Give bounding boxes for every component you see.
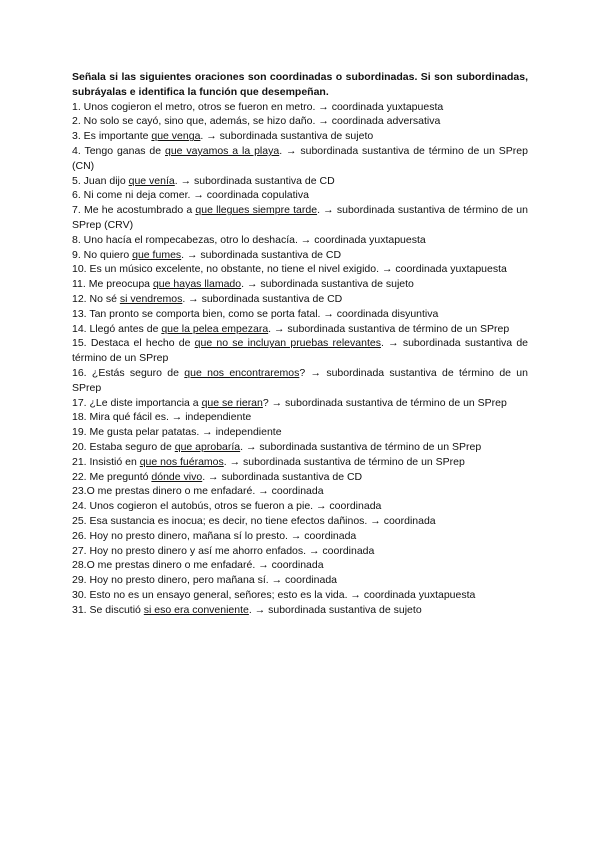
underlined-clause: que vayamos a la playa bbox=[165, 144, 280, 157]
sentence-item bbox=[72, 129, 528, 144]
answer-text: → coordinada bbox=[306, 544, 375, 557]
sentence-item bbox=[72, 188, 528, 203]
underlined-clause: que se rieran bbox=[201, 396, 263, 409]
sentence-item bbox=[72, 277, 528, 292]
underlined-clause: que la pelea empezara bbox=[161, 322, 269, 335]
sentence-item bbox=[72, 292, 528, 307]
sentence-text: 3. Es importante bbox=[72, 130, 152, 143]
sentence-item bbox=[72, 262, 528, 277]
answer-text: → subordinada sustantiva de sujeto bbox=[244, 278, 414, 291]
sentence-text: 15. Destaca el hecho de bbox=[72, 337, 195, 350]
sentence-text: 8. Uno hacía el rompecabezas, otro lo deshacía. bbox=[72, 233, 298, 246]
sentence-punctuation: ? bbox=[262, 396, 269, 409]
sentence-text: 22. Me preguntó bbox=[72, 470, 152, 483]
underlined-clause: que venga bbox=[151, 130, 201, 143]
answer-text: → coordinada bbox=[313, 500, 382, 513]
sentence-punctuation: . bbox=[200, 130, 204, 143]
sentence-text: 5. Juan dijo bbox=[72, 174, 129, 187]
answer-text: → independiente bbox=[199, 426, 282, 439]
sentence-text: 23.O me prestas dinero o me enfadaré. bbox=[72, 485, 256, 498]
sentence-text: 17. ¿Le diste importancia a bbox=[72, 396, 202, 409]
sentence-text: 2. No solo se cayó, sino que, además, se hizo daño. bbox=[72, 115, 316, 128]
sentence-list bbox=[72, 100, 528, 618]
sentence-item bbox=[72, 558, 528, 573]
answer-text: → subordinada sustantiva de sujeto bbox=[251, 603, 422, 616]
sentence-text: 25. Esa sustancia es inocua; es decir, no tiene efectos dañinos. bbox=[72, 514, 368, 527]
sentence-punctuation: . bbox=[174, 174, 178, 187]
sentence-text: 16. ¿Estás seguro de bbox=[72, 366, 185, 379]
sentence-punctuation: . bbox=[241, 278, 245, 291]
answer-text: → coordinada yuxtapuesta bbox=[315, 100, 444, 113]
sentence-item bbox=[72, 514, 528, 529]
answer-text: → subordinada sustantiva de CD bbox=[205, 470, 363, 483]
sentence-punctuation: . bbox=[202, 470, 206, 483]
sentence-punctuation: . bbox=[181, 248, 185, 261]
underlined-clause: que hayas llamado bbox=[152, 278, 242, 291]
sentence-item bbox=[72, 174, 528, 189]
sentence-item bbox=[72, 233, 528, 248]
answer-text: → coordinada disyuntiva bbox=[320, 307, 439, 320]
sentence-punctuation: . bbox=[182, 292, 186, 305]
answer-text: → subordinada sustantiva de término de un SPrep bbox=[243, 440, 482, 453]
answer-text: → coordinada bbox=[287, 529, 357, 542]
answer-text: → subordinada sustantiva de término de un SPrep bbox=[72, 337, 529, 365]
sentence-text: 24. Unos cogieron el autobús, otros se fueron a pie. bbox=[72, 500, 314, 513]
sentence-text: 1. Unos cogieron el metro, otros se fueron en metro. bbox=[72, 100, 316, 113]
answer-text: → coordinada adversativa bbox=[315, 115, 441, 128]
sentence-item bbox=[72, 203, 528, 233]
sentence-punctuation: . bbox=[268, 322, 272, 335]
sentence-item bbox=[72, 440, 528, 455]
sentence-item bbox=[72, 307, 528, 322]
sentence-text: 7. Me he acostumbrado a bbox=[72, 204, 196, 217]
underlined-clause: que fumes bbox=[132, 248, 182, 261]
sentence-text: 21. Insistió en bbox=[72, 455, 140, 468]
sentence-item bbox=[72, 470, 528, 485]
exercise-instructions: Señala si las siguientes oraciones son coordinadas o subordinadas. Si son subordinadas, subráyalas e identifica la función que desempeñan. bbox=[72, 71, 528, 98]
sentence-text: 31. Se discutió bbox=[72, 603, 144, 616]
sentence-text: 30. Esto no es un ensayo general, señores; esto es la vida. bbox=[72, 588, 348, 601]
answer-text: → subordinada sustantiva de CD bbox=[184, 248, 342, 261]
answer-text: → coordinada bbox=[367, 514, 436, 527]
answer-text: → coordinada yuxtapuesta bbox=[379, 263, 507, 276]
underlined-clause: que nos encontraremos bbox=[184, 366, 300, 379]
sentence-item bbox=[72, 366, 528, 396]
sentence-punctuation: ? bbox=[299, 366, 306, 379]
sentence-item bbox=[72, 100, 528, 115]
sentence-punctuation: . bbox=[248, 603, 252, 616]
sentence-text: 20. Estaba seguro de bbox=[72, 440, 175, 453]
underlined-clause: si vendremos bbox=[119, 292, 183, 305]
sentence-punctuation: . bbox=[317, 204, 320, 217]
sentence-item bbox=[72, 499, 528, 514]
sentence-item bbox=[72, 529, 528, 544]
sentence-text: 10. Es un músico excelente, no obstante, no tiene el nivel exigido. bbox=[72, 263, 380, 276]
answer-text: → subordinada sustantiva de término de un SPrep bbox=[268, 396, 507, 409]
sentence-item bbox=[72, 144, 528, 174]
sentence-text: 11. Me preocupa bbox=[72, 278, 153, 291]
sentence-text: 29. Hoy no presto dinero, pero mañana sí. bbox=[72, 574, 269, 587]
answer-text: → subordinada sustantiva de sujeto bbox=[203, 130, 374, 143]
sentence-item bbox=[72, 573, 528, 588]
sentence-text: 26. Hoy no presto dinero, mañana sí lo presto. bbox=[72, 529, 288, 542]
answer-text: → coordinada bbox=[255, 485, 324, 498]
sentence-item bbox=[72, 455, 528, 470]
sentence-item bbox=[72, 396, 528, 411]
answer-text: → subordinada sustantiva de término de un SPrep bbox=[72, 366, 528, 394]
answer-text: → coordinada bbox=[268, 574, 337, 587]
sentence-punctuation: . bbox=[223, 455, 227, 468]
underlined-clause: que nos fuéramos bbox=[139, 455, 224, 468]
answer-text: → subordinada sustantiva de término de un SPrep bbox=[271, 322, 510, 335]
sentence-item bbox=[72, 248, 528, 263]
underlined-clause: que no se incluyan pruebas relevantes bbox=[194, 337, 381, 350]
sentence-item bbox=[72, 410, 528, 425]
sentence-item bbox=[72, 588, 528, 603]
document-page bbox=[72, 70, 528, 617]
sentence-item bbox=[72, 484, 528, 499]
underlined-clause: si eso era conveniente bbox=[143, 603, 249, 616]
sentence-item bbox=[72, 603, 528, 618]
sentence-text: 18. Mira qué fácil es. bbox=[72, 411, 169, 424]
sentence-punctuation: . bbox=[240, 440, 244, 453]
answer-text: → subordinada sustantiva de término de un SPrep (CRV) bbox=[72, 204, 528, 231]
answer-text: → subordinada sustantiva de CD bbox=[185, 292, 343, 305]
underlined-clause: que venía bbox=[128, 174, 175, 187]
sentence-text: 28.O me prestas dinero o me enfadaré. bbox=[72, 559, 256, 572]
answer-text: → coordinada yuxtapuesta bbox=[297, 233, 426, 246]
answer-text: → coordinada bbox=[255, 559, 324, 572]
underlined-clause: que aprobaría bbox=[174, 440, 241, 453]
answer-text: → coordinada yuxtapuesta bbox=[347, 588, 476, 601]
answer-text: → subordinada sustantiva de CD bbox=[177, 174, 335, 187]
sentence-item bbox=[72, 336, 528, 366]
answer-text: → coordinada copulativa bbox=[190, 189, 309, 202]
sentence-punctuation: . bbox=[380, 337, 384, 350]
sentence-text: 27. Hoy no presto dinero y así me ahorro enfados. bbox=[72, 544, 307, 557]
sentence-text: 9. No quiero bbox=[72, 248, 133, 261]
sentence-text: 19. Me gusta pelar patatas. bbox=[72, 426, 200, 439]
sentence-text: 13. Tan pronto se comporta bien, como se porta fatal. bbox=[72, 307, 321, 320]
answer-text: → subordinada sustantiva de término de un SPrep bbox=[226, 455, 465, 468]
underlined-clause: que llegues siempre tarde bbox=[195, 204, 318, 217]
answer-text: → subordinada sustantiva de término de un SPrep (CN) bbox=[72, 144, 528, 172]
sentence-text: 14. Llegó antes de bbox=[72, 322, 162, 335]
sentence-text: 12. No sé bbox=[72, 292, 120, 305]
sentence-item bbox=[72, 425, 528, 440]
underlined-clause: dónde vivo bbox=[151, 470, 203, 483]
sentence-punctuation: . bbox=[279, 144, 283, 157]
sentence-text: 4. Tengo ganas de bbox=[72, 144, 165, 157]
answer-text: → independiente bbox=[168, 411, 252, 424]
sentence-item bbox=[72, 322, 528, 337]
sentence-item bbox=[72, 114, 528, 129]
sentence-item bbox=[72, 544, 528, 559]
sentence-text: 6. Ni come ni deja comer. bbox=[72, 189, 191, 202]
